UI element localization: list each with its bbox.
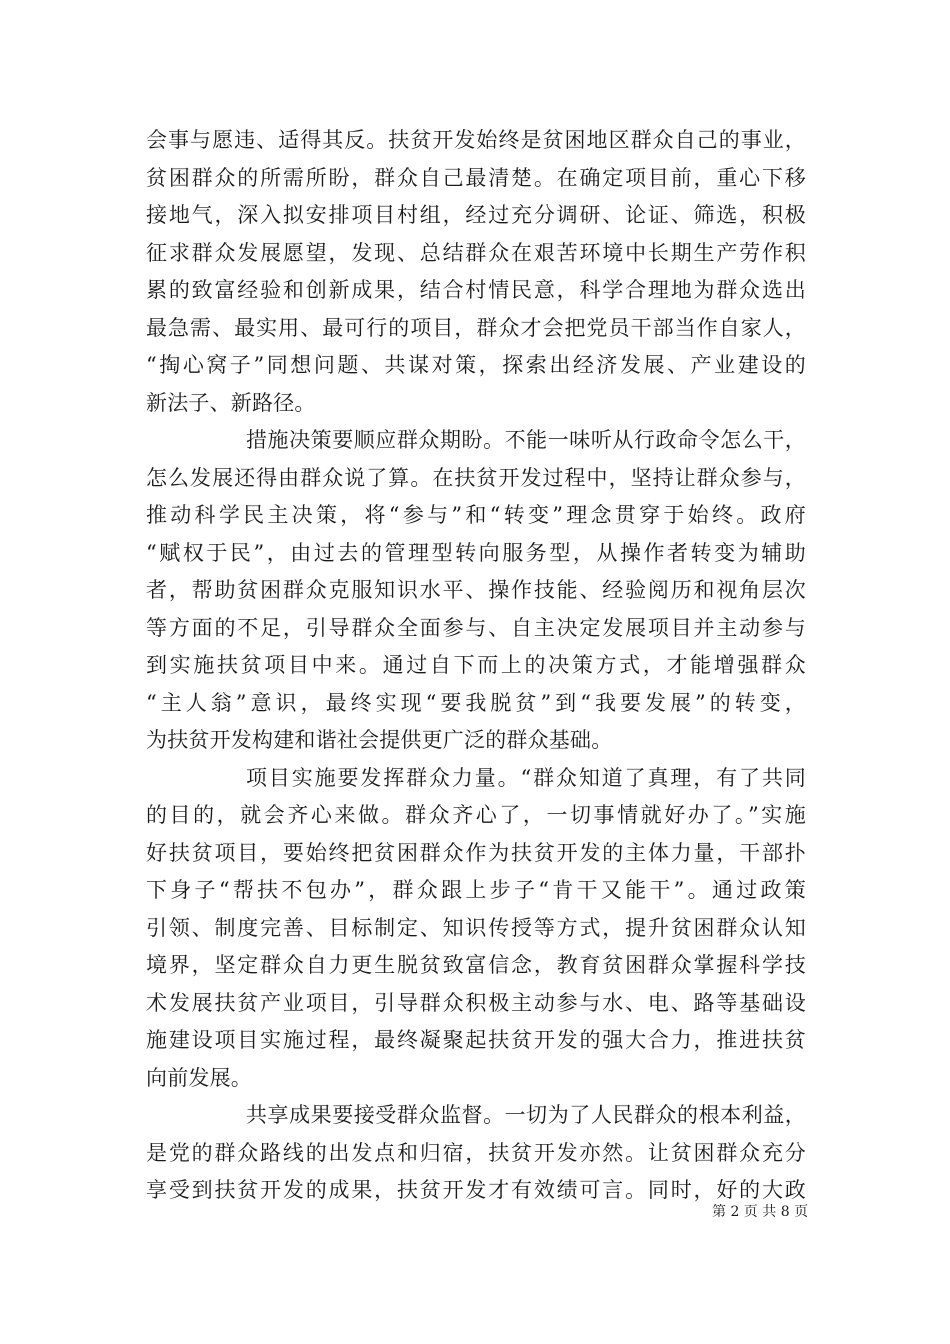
text-line: “主人翁”意识，最终实现“要我脱贫”到“我要发展”的转变，	[146, 690, 806, 715]
text-line: 者，帮助贫困群众克服知识水平、操作技能、经验阅历和视角层次	[146, 578, 806, 602]
text-line: 项目实施要发挥群众力量。“群众知道了真理，有了共同	[246, 765, 806, 790]
text-line: 境界，坚定群众自力更生脱贫致富信念，教育贫困群众掌握科学技	[146, 953, 806, 977]
paragraph	[146, 422, 806, 760]
paragraph	[146, 122, 806, 422]
text-line: 推动科学民主决策，将“参与”和“转变”理念贯穿于始终。政府	[146, 503, 806, 527]
page-number: 第 2 页 共 8 页	[712, 1204, 809, 1220]
text-line: 措施决策要顺应群众期盼。不能一味听从行政命令怎么干，	[246, 428, 806, 452]
text-line: 会事与愿违、适得其反。扶贫开发始终是贫困地区群众自己的事业，	[146, 128, 806, 152]
text-line: 施建设项目实施过程，最终凝聚起扶贫开发的强大合力，推进扶贫	[146, 1028, 806, 1052]
text-line: 征求群众发展愿望，发现、总结群众在艰苦环境中长期生产劳作积	[146, 240, 806, 265]
text-line: 向前发展。	[146, 1065, 252, 1090]
text-line: 贫困群众的所需所盼，群众自己最清楚。在确定项目前，重心下移	[146, 165, 806, 190]
text-line: 怎么发展还得由群众说了算。在扶贫开发过程中，坚持让群众参与，	[146, 465, 806, 490]
text-line: “掏心窝子”同想问题、共谋对策，探索出经济发展、产业建设的	[146, 353, 806, 377]
text-line: 的目的，就会齐心来做。群众齐心了，一切事情就好办了。”实施	[146, 803, 806, 827]
text-line: 享受到扶贫开发的成果，扶贫开发才有效绩可言。同时，好的大政	[146, 1178, 806, 1202]
paragraph	[146, 1097, 806, 1210]
text-line: 到实施扶贫项目中来。通过自下而上的决策方式，才能增强群众	[146, 653, 806, 677]
text-line: 等方面的不足，引导群众全面参与、自主决定发展项目并主动参与	[146, 615, 806, 640]
paragraph	[146, 760, 806, 1098]
text-line: 累的致富经验和创新成果，结合村情民意，科学合理地为群众选出	[146, 278, 806, 302]
text-line: 引领、制度完善、目标制定、知识传授等方式，提升贫困群众认知	[146, 915, 806, 940]
text-line: 接地气，深入拟安排项目村组，经过充分调研、论证、筛选，积极	[146, 203, 806, 227]
text-line: 最急需、最实用、最可行的项目，群众才会把党员干部当作自家人，	[146, 315, 806, 340]
body-text	[146, 122, 806, 1210]
text-line: 为扶贫开发构建和谐社会提供更广泛的群众基础。	[146, 728, 613, 752]
text-line: 下身子“帮扶不包办”，群众跟上步子“肯干又能干”。通过政策	[146, 878, 806, 902]
text-line: 好扶贫项目，要始终把贫困群众作为扶贫开发的主体力量，干部扑	[146, 840, 806, 865]
text-line: 术发展扶贫产业项目，引导群众积极主动参与水、电、路等基础设	[146, 990, 806, 1015]
text-line: 新法子、新路径。	[146, 390, 316, 415]
text-line: 共享成果要接受群众监督。一切为了人民群众的根本利益，	[246, 1103, 806, 1127]
text-line: 是党的群众路线的出发点和归宿，扶贫开发亦然。让贫困群众充分	[146, 1140, 806, 1165]
text-line: “赋权于民”，由过去的管理型转向服务型，从操作者转变为辅助	[146, 540, 806, 565]
